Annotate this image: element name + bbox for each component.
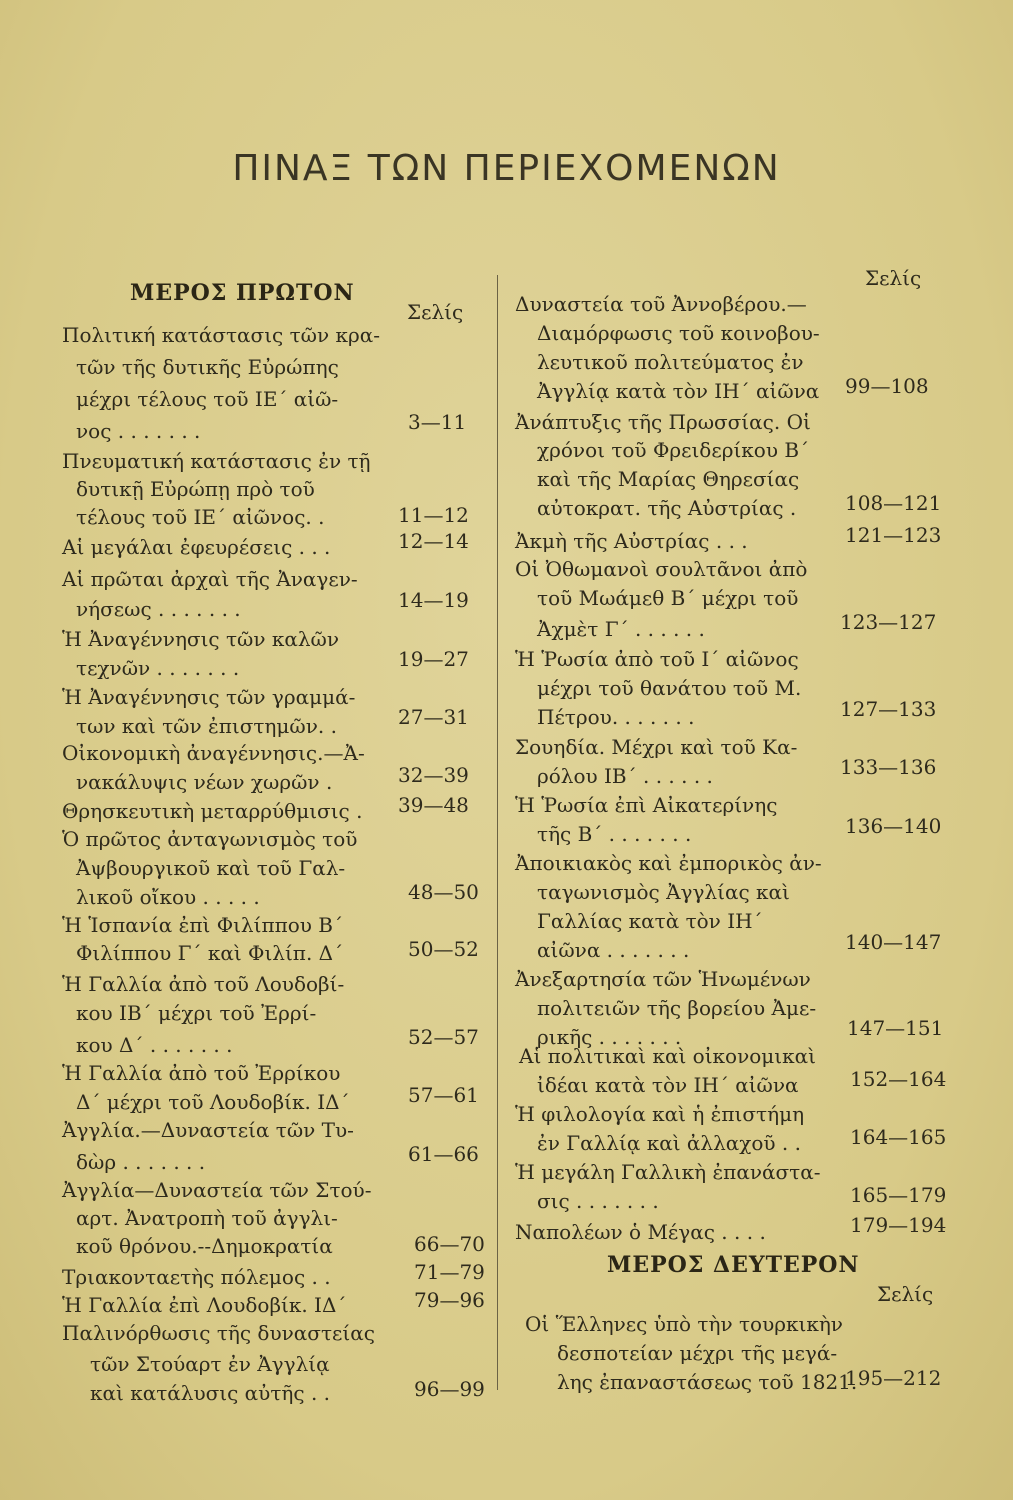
toc-entry-line: Ἀψβουργικοῦ καὶ τοῦ Γαλ- — [76, 856, 346, 880]
toc-entry-line: κοῦ θρόνου.--Δημοκρατία — [76, 1234, 333, 1258]
toc-page-range: 50—52 — [408, 937, 479, 961]
toc-page-range: 165—179 — [850, 1183, 947, 1207]
part-one-heading: ΜΕΡΟΣ ΠΡΩΤΟΝ — [130, 280, 355, 306]
toc-page-range: 61—66 — [408, 1142, 479, 1166]
toc-page-range: 127—133 — [840, 697, 937, 721]
toc-entry-line: τεχνῶν . . . . . . . — [76, 656, 240, 680]
toc-page-range: 39—48 — [398, 793, 469, 817]
toc-entry-line: Ἡ Γαλλία ἐπὶ Λουδοβίκ. ΙΔ΄ — [62, 1293, 347, 1317]
toc-entry-line: τῶν Στούαρτ ἐν Ἀγγλίᾳ — [90, 1352, 330, 1376]
toc-entry-line: Αἱ πρῶται ἀρχαὶ τῆς Ἀναγεν- — [62, 567, 358, 591]
toc-page-range: 48—50 — [408, 880, 479, 904]
toc-entry-line: Τριακονταετὴς πόλεμος . . — [62, 1265, 331, 1289]
toc-entry-line: Ἡ Ἀναγέννησις τῶν γραμμά- — [62, 685, 356, 709]
toc-page-range: 164—165 — [850, 1125, 947, 1149]
toc-entry-line: δυτικῇ Εὐρώπῃ πρὸ τοῦ — [76, 477, 315, 501]
toc-entry-line: καὶ τῆς Μαρίας Θηρεσίας — [537, 467, 800, 491]
toc-entry-line: Πέτρου. . . . . . . — [537, 705, 695, 729]
toc-entry-line: Ἡ Γαλλία ἀπὸ τοῦ Λουδοβί- — [62, 972, 345, 996]
toc-entry-line: Θρησκευτικὴ μεταρρύθμισις . — [62, 799, 363, 823]
toc-entry-line: τέλους τοῦ ΙΕ΄ αἰῶνος. . — [76, 505, 325, 529]
toc-entry-line: Οἱ Ἕλληνες ὑπὸ τὴν τουρκικὴν — [525, 1312, 843, 1336]
toc-entry-line: αρτ. Ἀνατροπὴ τοῦ ἀγγλι- — [76, 1206, 338, 1230]
toc-entry-line: Ἡ φιλολογία καὶ ἡ ἐπιστήμη — [515, 1102, 805, 1126]
toc-page-range: 79—96 — [414, 1288, 485, 1312]
toc-page-range: 195—212 — [845, 1366, 942, 1390]
toc-entry-line: μέχρι τέλους τοῦ ΙΕ΄ αἰῶ- — [76, 387, 339, 411]
toc-entry-line: Δ΄ μέχρι τοῦ Λουδοβίκ. ΙΔ΄ — [76, 1090, 350, 1114]
toc-entry-line: Ἀγγλία.—Δυναστεία τῶν Τυ- — [62, 1118, 354, 1142]
toc-page-range: 32—39 — [398, 763, 469, 787]
toc-entry-line: Πνευματική κατάστασις ἐν τῇ — [62, 449, 371, 473]
toc-page-range: 179—194 — [850, 1213, 947, 1237]
toc-page-range: 108—121 — [845, 491, 942, 515]
toc-entry-line: αὐτοκρατ. τῆς Αὐστρίας . — [537, 496, 797, 520]
toc-entry-line: σις . . . . . . . — [537, 1189, 659, 1213]
toc-entry-line: λης ἐπαναστάσεως τοῦ 1821. — [557, 1370, 858, 1394]
toc-page-range: 121—123 — [845, 523, 942, 547]
toc-entry-line: Ἀκμὴ τῆς Αὐστρίας . . . — [515, 529, 748, 553]
toc-page-range: 140—147 — [845, 930, 942, 954]
toc-entry-line: Αἱ μεγάλαι ἐφευρέσεις . . . — [62, 535, 331, 559]
toc-entry-line: Ἀγγλία—Δυναστεία τῶν Στού- — [62, 1178, 372, 1202]
toc-entry-line: νακάλυψις νέων χωρῶν . — [76, 770, 333, 794]
toc-entry-line: Ναπολέων ὁ Μέγας . . . . — [515, 1220, 766, 1244]
toc-entry-line: Οἰκονομικὴ ἀναγέννησις.—Ἀ- — [62, 741, 365, 765]
toc-entry-line: λικοῦ οἴκου . . . . . — [76, 885, 260, 909]
toc-entry-line: Αἱ πολιτικαὶ καὶ οἰκονομικαὶ — [519, 1044, 816, 1068]
toc-entry-line: Ἀνάπτυξις τῆς Πρωσσίας. Οἱ — [515, 410, 811, 434]
toc-entry-line: νος . . . . . . . — [76, 419, 201, 443]
toc-entry-line: Ἀνεξαρτησία τῶν Ἡνωμένων — [515, 967, 811, 991]
toc-page-range: 147—151 — [847, 1016, 944, 1040]
toc-entry-line: πολιτειῶν τῆς βορείου Ἀμε- — [537, 996, 817, 1020]
toc-page-range: 133—136 — [840, 755, 937, 779]
toc-entry-line: Ἀγγλίᾳ κατὰ τὸν ΙΗ΄ αἰῶνα — [537, 379, 820, 403]
toc-entry-line: Οἱ Ὀθωμανοὶ σουλτᾶνοι ἀπὸ — [515, 557, 808, 581]
toc-entry-line: Ἡ Ῥωσία ἐπὶ Αἰκατερίνης — [515, 793, 778, 817]
toc-entry-line: χρόνοι τοῦ Φρειδερίκου Β΄ — [537, 438, 810, 462]
page-column-label: Σελίς — [865, 266, 922, 290]
toc-entry-line: αἰῶνα . . . . . . . — [537, 938, 690, 962]
toc-page-range: 27—31 — [398, 705, 469, 729]
toc-page-range: 11—12 — [398, 503, 469, 527]
toc-entry-line: Γαλλίας κατὰ τὸν ΙΗ΄ — [537, 909, 763, 933]
toc-entry-line: ἰδέαι κατὰ τὸν ΙΗ΄ αἰῶνα — [537, 1073, 799, 1097]
toc-entry-line: νήσεως . . . . . . . — [76, 597, 241, 621]
toc-entry-line: λευτικοῦ πολιτεύματος ἐν — [537, 350, 804, 374]
toc-entry-line: κου Δ΄ . . . . . . . — [76, 1033, 233, 1057]
toc-page-range: 52—57 — [408, 1025, 479, 1049]
toc-entry-line: ἐν Γαλλίᾳ καὶ ἀλλαχοῦ . . — [537, 1131, 802, 1155]
toc-page-range: 71—79 — [414, 1260, 485, 1284]
toc-entry-line: Ἡ Ῥωσία ἀπὸ τοῦ Ι΄ αἰῶνος — [515, 647, 799, 671]
toc-entry-line: Ἡ Ἀναγέννησις τῶν καλῶν — [62, 627, 340, 651]
toc-entry-line: κου ΙΒ΄ μέχρι τοῦ Ἐρρί- — [76, 1001, 317, 1025]
toc-entry-line: Ἀποικιακὸς καὶ ἐμπορικὸς ἀν- — [515, 851, 822, 875]
toc-entry-line: ρόλου ΙΒ΄ . . . . . . — [537, 764, 713, 788]
toc-page-range: 14—19 — [398, 588, 469, 612]
toc-page-range: 57—61 — [408, 1083, 479, 1107]
toc-entry-line: δὼρ . . . . . . . — [76, 1150, 206, 1174]
toc-entry-line: Δυναστεία τοῦ Ἀννοβέρου.— — [515, 292, 807, 316]
page-title: ΠΙΝΑΞ ΤΩΝ ΠΕΡΙΕΧΟΜΕΝΩΝ — [232, 148, 781, 189]
toc-entry-line: Φιλίππου Γ΄ καὶ Φιλίπ. Δ΄ — [76, 941, 344, 965]
toc-entry-line: τῶν τῆς δυτικῆς Εὐρώπης — [76, 355, 339, 379]
toc-entry-line: Ἡ μεγάλη Γαλλικὴ ἐπανάστα- — [515, 1160, 821, 1184]
toc-entry-line: Παλινόρθωσις τῆς δυναστείας — [62, 1321, 375, 1345]
toc-entry-line: των καὶ τῶν ἐπιστημῶν. . — [76, 714, 337, 738]
toc-entry-line: τῆς Β΄ . . . . . . . — [537, 822, 692, 846]
part-two-heading: ΜΕΡΟΣ ΔΕΥΤΕΡΟΝ — [607, 1252, 860, 1278]
toc-entry-line: τοῦ Μωάμεθ Β΄ μέχρι τοῦ — [537, 586, 799, 610]
page-column-label: Σελίς — [407, 300, 464, 324]
toc-page-range: 96—99 — [414, 1377, 485, 1401]
toc-entry-line: Ἀχμὲτ Γ΄ . . . . . . — [537, 617, 705, 641]
toc-entry-line: Σουηδία. Μέχρι καὶ τοῦ Κα- — [515, 735, 798, 759]
column-divider — [497, 275, 498, 1390]
toc-page-range: 3—11 — [408, 410, 467, 434]
toc-entry-line: μέχρι τοῦ θανάτου τοῦ Μ. — [537, 676, 802, 700]
toc-page-range: 19—27 — [398, 647, 469, 671]
page-column-label: Σελίς — [877, 1282, 934, 1306]
toc-page-range: 99—108 — [845, 374, 929, 398]
toc-page-range: 66—70 — [414, 1232, 485, 1256]
toc-entry-line: ρικῆς . . . . . . . — [537, 1025, 682, 1049]
toc-entry-line: δεσποτείαν μέχρι τῆς μεγά- — [557, 1341, 838, 1365]
toc-entry-line: Ὁ πρῶτος ἀνταγωνισμὸς τοῦ — [62, 827, 358, 851]
toc-page-range: 152—164 — [850, 1067, 947, 1091]
toc-page-range: 12—14 — [398, 529, 469, 553]
toc-entry-line: Ἡ Γαλλία ἀπὸ τοῦ Ἐρρίκου — [62, 1061, 341, 1085]
toc-page-range: 136—140 — [845, 814, 942, 838]
toc-entry-line: Πολιτική κατάστασις τῶν κρα- — [62, 323, 381, 347]
toc-entry-line: καὶ κατάλυσις αὐτῆς . . — [90, 1381, 331, 1405]
toc-entry-line: Διαμόρφωσις τοῦ κοινοβου- — [537, 321, 820, 345]
toc-entry-line: Ἡ Ἱσπανία ἐπὶ Φιλίππου Β΄ — [62, 913, 343, 937]
toc-entry-line: ταγωνισμὸς Ἀγγλίας καὶ — [537, 880, 790, 904]
toc-page-range: 123—127 — [840, 610, 937, 634]
